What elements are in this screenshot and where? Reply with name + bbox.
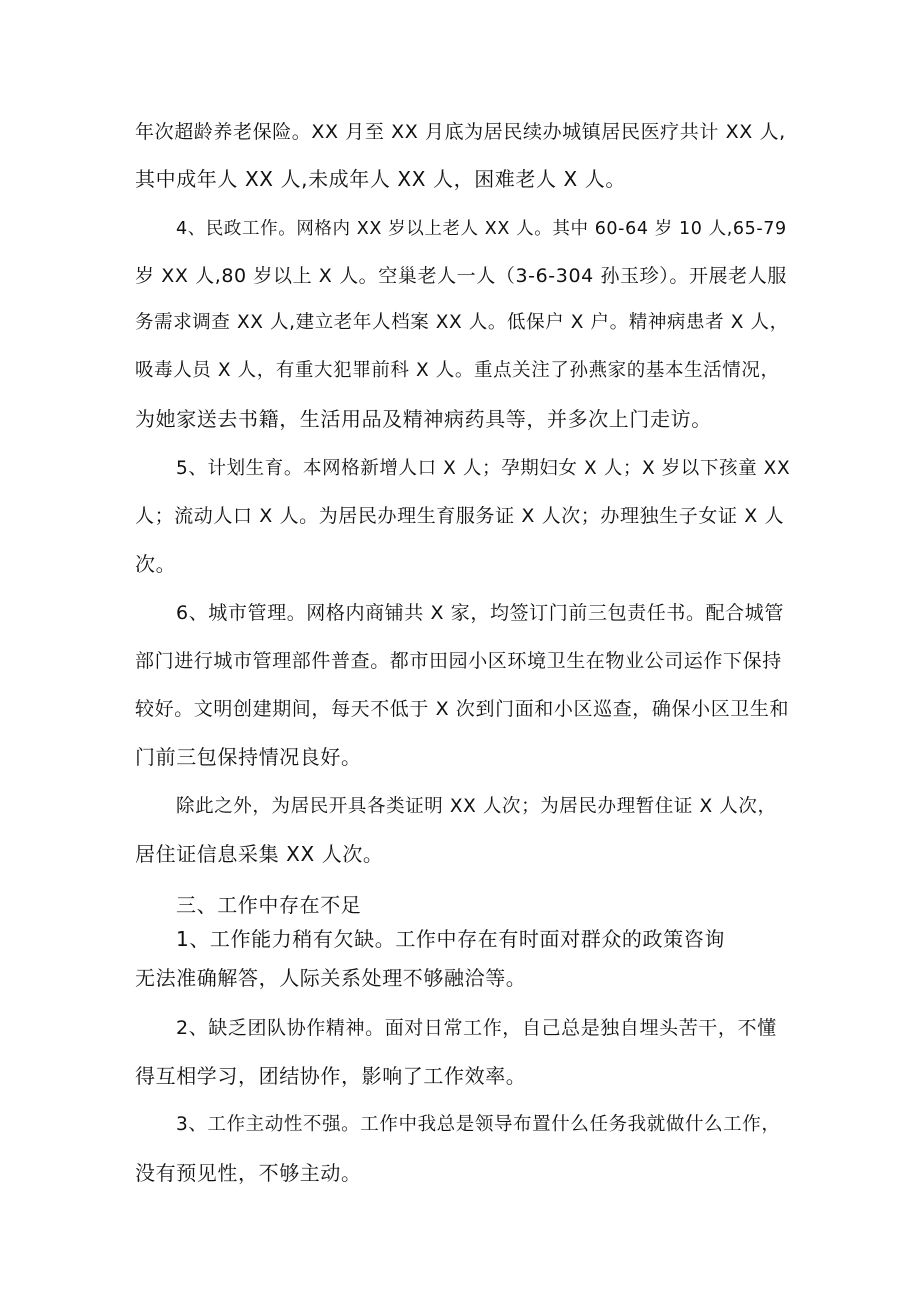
- text-line: 除此之外，为居民开具各类证明 XX 人次；为居民办理暂住证 X 人次，: [176, 796, 777, 817]
- text-line: 其中成年人 XX 人,未成年人 XX 人，困难老人 X 人。: [135, 167, 627, 191]
- text-line: 吸毒人员 X 人，有重大犯罪前科 X 人。重点关注了孙燕家的基本生活情况，: [135, 360, 780, 381]
- text-line: 较好。文明创建期间，每天不低于 X 次到门面和小区巡查，确保小区卫生和: [135, 698, 790, 720]
- section-heading: 三、工作中存在不足: [176, 893, 362, 917]
- text-line: 次。: [135, 552, 177, 576]
- text-line: 部门进行城市管理部件普查。都市田园小区环境卫生在物业公司运作下保持: [135, 650, 782, 672]
- text-line: 务需求调查 XX 人,建立老年人档案 XX 人。低保户 X 户。精神病患者 X 人，: [135, 312, 789, 333]
- text-line: 人；流动人口 X 人。为居民办理生育服务证 X 人次；办理独生子女证 X 人: [135, 505, 785, 527]
- text-line: 4、民政工作。网格内 XX 岁以上老人 XX 人。其中 60-64 岁 10 人,65-79: [176, 219, 787, 239]
- text-line: 门前三包保持情况良好。: [135, 745, 362, 769]
- text-line: 5、计划生育。本网格新增人口 X 人；孕期妇女 X 人；X 岁以下孩童 XX: [176, 458, 791, 479]
- text-line: 3、工作主动性不强。工作中我总是领导布置什么任务我就做什么工作，: [176, 1114, 781, 1135]
- text-line: 得互相学习，团结协作，影响了工作效率。: [135, 1064, 527, 1088]
- text-line: 岁 XX 人,80 岁以上 X 人。空巢老人一人（3-6-304 孙玉珍）。开展老人服: [135, 265, 787, 287]
- text-line: 为她家送去书籍，生活用品及精神病药具等，并多次上门走访。: [135, 407, 712, 431]
- text-line: 年次超龄养老保险。XX 月至 XX 月底为居民续办城镇居民医疗共计 XX 人,: [135, 121, 786, 143]
- text-line: 2、缺乏团队协作精神。面对日常工作，自己总是独自埋头苦干，不懂: [176, 1017, 777, 1039]
- text-line: 1、工作能力稍有欠缺。工作中存在有时面对群众的政策咨询: [176, 927, 725, 951]
- text-line: 无法准确解答，人际关系处理不够融洽等。: [135, 966, 527, 990]
- text-line: 6、城市管理。网格内商铺共 X 家，均签订门前三包责任书。配合城管: [176, 602, 784, 624]
- text-line: 没有预见性，不够主动。: [135, 1161, 362, 1185]
- text-line: 居住证信息采集 XX 人次。: [135, 842, 384, 866]
